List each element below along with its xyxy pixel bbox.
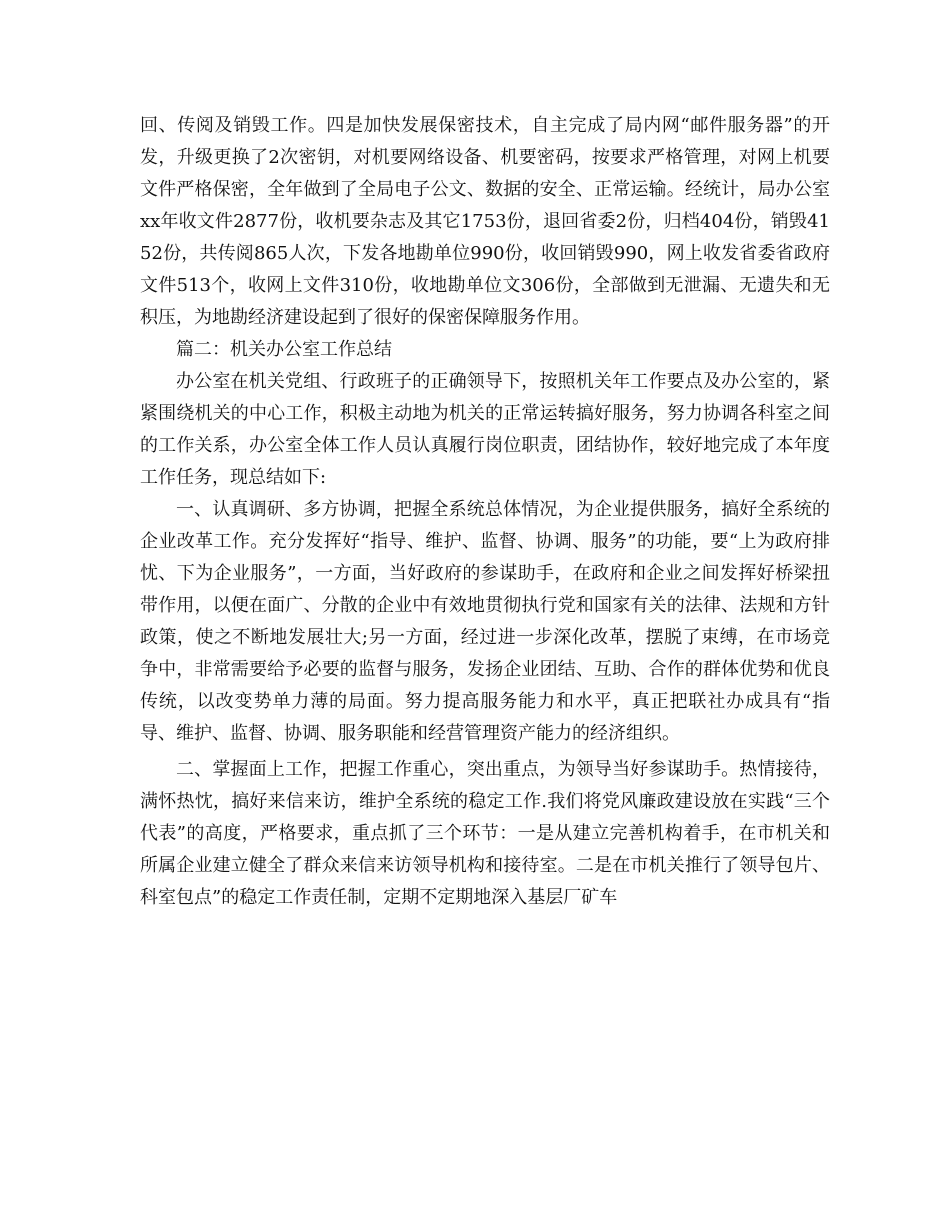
document-body (140, 110, 830, 914)
paragraph-continuation: 回、传阅及销毁工作。四是加快发展保密技术，自主完成了局内网“邮件服务器”的开发，升级更换了2次密钥，对机要网络设备、机要密码，按要求严格管理，对网上机要文件严格保密，全年做到了全局电子公文、数据的安全、正常运输。经统计，局办公室xx年收文件2877份，收机要杂志及其它1753份，退回省委2份，归档404份，销毁4152份，共传阅865人次，下发各地勘单位990份，收回销毁990，网上收发省委省政府文件513个，收网上文件310份，收地勘单位文306份，全部做到无泄漏、无遗失和无积压，为地勘经济建设起到了很好的保密保障服务作用。 (140, 115, 830, 328)
paragraph-intro: 办公室在机关党组、行政班子的正确领导下，按照机关年工作要点及办公室的，紧紧围绕机关的中心工作，积极主动地为机关的正常运转搞好服务，努力协调各科室之间的工作关系，办公室全体工作人员认真履行岗位职责，团结协作，较好地完成了本年度工作任务，现总结如下: (140, 371, 830, 488)
paragraph-item-1: 一、认真调研、多方协调，把握全系统总体情况，为企业提供服务，搞好全系统的企业改革工作。充分发挥好“指导、维护、监督、协调、服务”的功能，要“上为政府排忧、下为企业服务”，一方面，当好政府的参谋助手，在政府和企业之间发挥好桥梁扭带作用，以便在面广、分散的企业中有效地贯彻执行党和国家有关的法律、法规和方针政策，使之不断地发展壮大;另一方面，经过进一步深化改革，摆脱了束缚，在市场竞争中，非常需要给予必要的监督与服务，发扬企业团结、互助、合作的群体优势和优良传统，以改变势单力薄的局面。努力提高服务能力和水平，真正把联社办成具有“指导、维护、监督、协调、服务职能和经营管理资产能力的经济组织。 (140, 499, 830, 744)
section-heading: 篇二：机关办公室工作总结 (176, 339, 392, 360)
paragraph-item-2: 二、掌握面上工作，把握工作重心，突出重点，为领导当好参谋助手。热情接待，满怀热忱，搞好来信来访，维护全系统的稳定工作.我们将党风廉政建设放在实践“三个代表”的高度，严格要求，重点抓了三个环节：一是从建立完善机构着手，在市机关和所属企业建立健全了群众来信来访领导机构和接待室。二是在市机关推行了领导包片、科室包点”的稳定工作责任制，定期不定期地深入基层厂矿车 (140, 759, 830, 908)
